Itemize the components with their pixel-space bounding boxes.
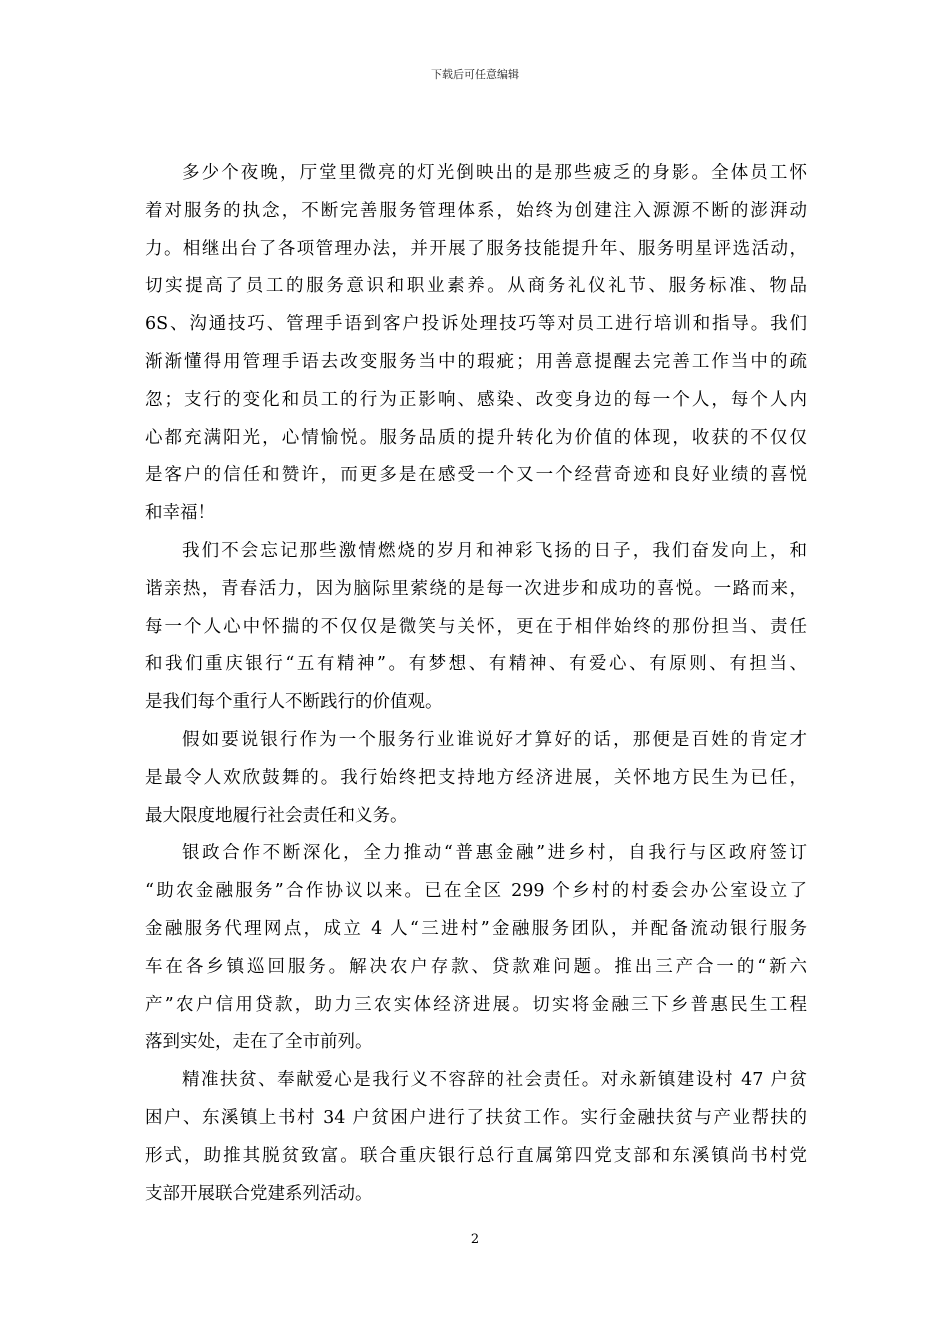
paragraph-line: 落到实处，走在了全市前列。 [145, 1032, 373, 1053]
paragraph-line: 是最令人欢欣鼓舞的。我行始终把支持地方经济进展，关怀地方民生为已任， [145, 767, 807, 788]
paragraph-line: 力。相继出台了各项管理办法，并开展了服务技能提升年、服务明星评选活动， [145, 238, 807, 259]
page-header: 下载后可任意编辑 [431, 68, 519, 81]
paragraph-line: 银政合作不断深化，全力推动“普惠金融”进乡村，自我行与区政府签订 [182, 843, 807, 864]
paragraph-line: 多少个夜晚，厅堂里微亮的灯光倒映出的是那些疲乏的身影。全体员工怀 [182, 163, 807, 183]
paragraph-line: 假如要说银行作为一个服务行业谁说好才算好的话，那便是百姓的肯定才 [182, 729, 807, 750]
paragraph-line: 支部开展联合党建系列活动。 [145, 1183, 373, 1204]
paragraph-line: 精准扶贫、奉献爱心是我行义不容辞的社会责任。对永新镇建设村 47 户贫 [182, 1070, 807, 1091]
paragraph-line: “助农金融服务”合作协议以来。已在全区 299 个乡村的村委会办公室设立了 [145, 881, 807, 902]
paragraph [145, 1062, 807, 1213]
paragraph [145, 835, 807, 1062]
paragraph [145, 155, 807, 533]
paragraph-line: 我们不会忘记那些激情燃烧的岁月和神彩飞扬的日子，我们奋发向上，和 [182, 540, 807, 561]
paragraph-line: 最大限度地履行社会责任和义务。 [145, 805, 408, 826]
paragraph-line: 渐渐懂得用管理手语去改变服务当中的瑕疵；用善意提醒去完善工作当中的疏 [145, 351, 807, 372]
paragraph-line: 每一个人心中怀揣的不仅仅是微笑与关怀，更在于相伴始终的那份担当、责任 [145, 616, 807, 637]
paragraph-line: 着对服务的执念，不断完善服务管理体系，始终为创建注入源源不断的澎湃动 [145, 200, 807, 221]
paragraph-line: 和幸福！ [145, 503, 215, 524]
paragraph-line: 和我们重庆银行“五有精神”。有梦想、有精神、有爱心、有原则、有担当、 [145, 654, 807, 675]
paragraph [145, 722, 807, 835]
paragraph-line: 产”农户信用贷款，助力三农实体经济进展。切实将金融三下乡普惠民生工程 [145, 994, 807, 1015]
document-body [145, 155, 807, 1213]
paragraph-line: 忽；支行的变化和员工的行为正影响、感染、改变身边的每一个人，每个人内 [145, 389, 807, 410]
page-number: 2 [470, 1232, 480, 1247]
paragraph-line: 困户、东溪镇上书村 34 户贫困户进行了扶贫工作。实行金融扶贫与产业帮扶的 [145, 1107, 807, 1128]
paragraph-line: 谐亲热，青春活力，因为脑际里萦绕的是每一次进步和成功的喜悦。一路而来， [145, 578, 807, 599]
paragraph-line: 切实提高了员工的服务意识和职业素养。从商务礼仪礼节、服务标准、物品 [145, 276, 807, 297]
paragraph-line: 是我们每个重行人不断践行的价值观。 [145, 692, 443, 713]
paragraph-line: 车在各乡镇巡回服务。解决农户存款、贷款难问题。推出三产合一的“新六 [145, 956, 807, 977]
paragraph-line: 形式，助推其脱贫致富。联合重庆银行总行直属第四党支部和东溪镇尚书村党 [145, 1145, 807, 1166]
paragraph-line: 6S、沟通技巧、管理手语到客户投诉处理技巧等对员工进行培训和指导。我们 [145, 314, 807, 335]
paragraph-line: 是客户的信任和赞许，而更多是在感受一个又一个经营奇迹和良好业绩的喜悦 [145, 465, 807, 486]
paragraph-line: 金融服务代理网点，成立 4 人“三进村”金融服务团队，并配备流动银行服务 [145, 918, 807, 939]
paragraph [145, 533, 807, 722]
paragraph-line: 心都充满阳光，心情愉悦。服务品质的提升转化为价值的体现，收获的不仅仅 [145, 427, 807, 448]
